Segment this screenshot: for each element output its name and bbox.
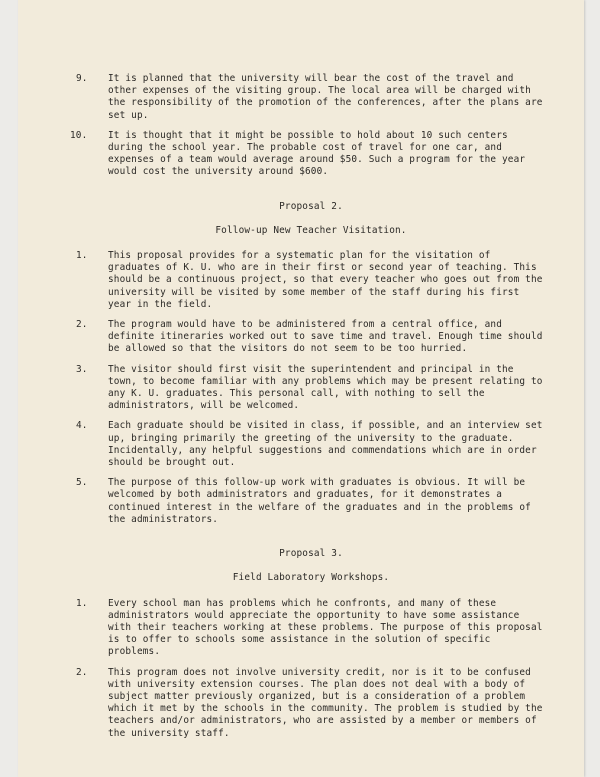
item-text: This proposal provides for a systematic plan for the visitation of graduates of K. U. who are in their first or second year of teaching. This should be a continuous project, so that every teacher who goes out from the university will be visited by some member of the staff during his first year in the field.: [108, 250, 543, 310]
page-content: [70, 73, 546, 748]
item-number: 4.: [76, 420, 88, 432]
list-item: [76, 667, 546, 740]
list-item: [76, 250, 546, 311]
proposal-3-heading: Proposal 3.: [279, 548, 343, 560]
item-text: It is thought that it might be possible to hold about 10 such centers during the school year. The probable cost of travel for one car, and expenses of a team would average around $50. Such a program for the year would cost the university around $600.: [108, 129, 526, 178]
item-number: 3.: [76, 363, 88, 375]
item-number: 2.: [76, 666, 88, 678]
item-text: Each graduate should be visited in class, if possible, and an interview set up, bringing primarily the greeting of the university to the graduate. Incidentally, any helpful suggestions and commendations which are in order should be brought out.: [108, 420, 543, 469]
item-text: The purpose of this follow-up work with graduates is obvious. It will be welcomed by both administrators and graduates, for it demonstrates a continued interest in the welfare of the graduates and in the problems of the administrators.: [108, 477, 531, 525]
proposal-3-title: Field Laboratory Workshops.: [232, 572, 390, 584]
item-text: The visitor should first visit the superintendent and principal in the town, to become familiar with any problems which may be present relating to any K. U. graduates. This personal call, with nothing to sell the administrators, will be welcomed.: [108, 363, 543, 412]
item-number: 1.: [76, 597, 88, 609]
list-item: [76, 319, 546, 356]
list-item: [70, 130, 546, 179]
list-item: [76, 364, 546, 413]
list-item: [76, 73, 546, 122]
list-item: [76, 598, 546, 659]
proposal-2-heading: Proposal 2.: [279, 200, 343, 212]
item-text: The program would have to be administered from a central office, and definite itineraries worked out to save time and travel. Enough time should be allowed so that the visitors do not seem to be too hurried.: [108, 319, 543, 355]
proposal-2-title: Follow-up New Teacher Visitation.: [215, 224, 407, 236]
item-text: Every school man has problems which he confronts, and many of these administrators would appreciate the opportunity to have some assistance with their teachers working at these problems. The purpose of this proposal is to offer to schools some assistance in the solution of specific problems.: [108, 597, 543, 658]
document-page: [18, 0, 584, 777]
item-number: 10.: [70, 129, 88, 141]
item-number: 2.: [76, 319, 88, 331]
item-number: 9.: [76, 73, 88, 84]
item-number: 5.: [76, 477, 88, 489]
list-item: [76, 477, 546, 526]
item-number: 1.: [76, 250, 88, 262]
item-text: This program does not involve university credit, nor is it to be confused with university extension courses. The plan does not deal with a body of subject matter previously organized, but is a consideration of a problem which it met by the schools in the community. The problem is studied by the teachers and/or administrators, who are assisted by a member or members of the university staff.: [108, 666, 543, 739]
item-text: It is planned that the university will bear the cost of the travel and other expenses of the visiting group. The local area will be charged with the responsibility of the promotion of the conferences, after the plans are set up.: [108, 73, 543, 121]
list-item: [76, 420, 546, 469]
